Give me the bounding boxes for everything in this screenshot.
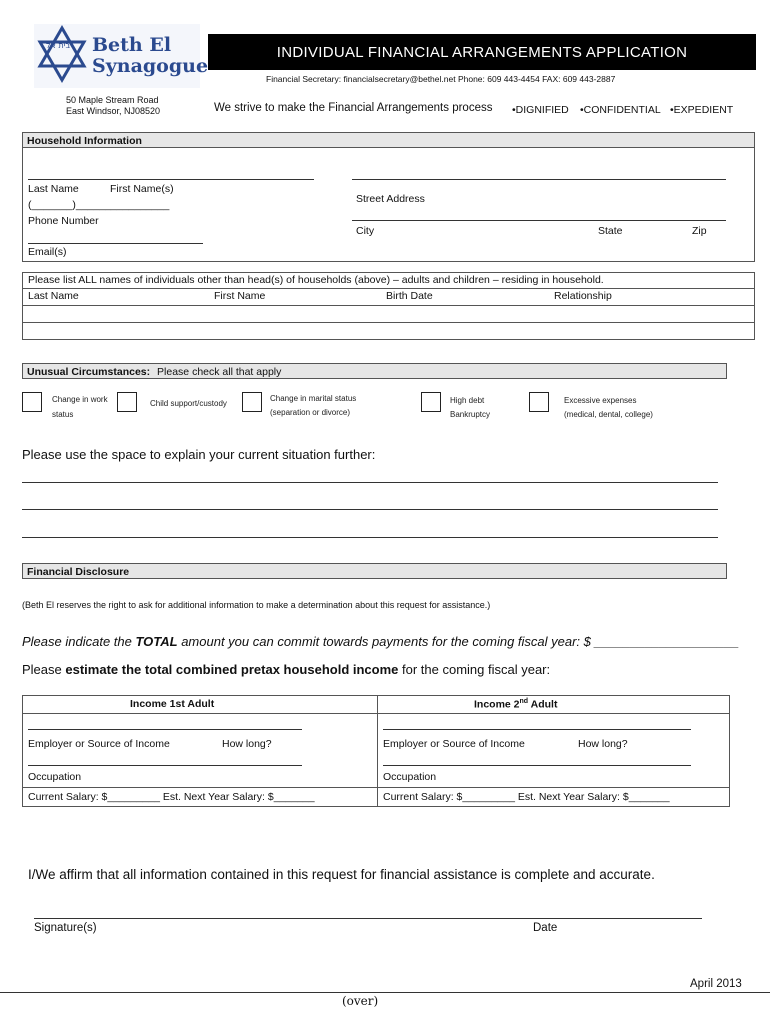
income-post: for the coming fiscal year: [398,662,551,677]
phone-label: Phone Number [28,215,99,227]
name-line[interactable] [28,179,314,180]
explain-line[interactable] [22,509,718,510]
option-debt-line1: High debt [450,396,485,405]
adult1-occupation-line[interactable] [28,765,302,766]
option-work-line2: status [52,410,74,419]
checkbox-excessive-expenses[interactable] [529,392,549,412]
adult2-employer-line[interactable] [383,729,691,730]
page-divider [0,992,770,993]
last-name-label: Last Name [28,183,79,195]
circumstances-heading [22,363,727,379]
checkbox-high-debt[interactable] [421,392,441,412]
city-label: City [356,225,375,237]
salary-row-divider [22,787,730,788]
street-label: Street Address [356,193,425,205]
commit-bold: TOTAL [135,634,178,649]
col-birth-date: Birth Date [386,290,433,302]
contact-info: Financial Secretary: financialsecretary@bethel.net Phone: 609 443-4454 FAX: 609 443-2887 [266,74,616,84]
option-debt-line2: Bankruptcy [450,410,491,419]
checkbox-marital-status[interactable] [242,392,262,412]
table-divider [22,288,755,289]
adult1-how-long-label: How long? [222,738,272,750]
adult2-occupation-label: Occupation [383,771,437,783]
tagline: We strive to make the Financial Arrangements process [214,102,493,114]
disclosure-note: (Beth El reserves the right to ask for additional information to make a determination about this request for assistance.) [22,600,491,610]
bullet-expedient: •EXPEDIENT [670,104,734,116]
adult1-salary[interactable]: Current Salary: $_________ Est. Next Year Salary: $_______ [28,791,315,803]
option-expenses-line2: (medical, dental, college) [564,410,653,419]
income-pre: Please [22,662,66,677]
form-title: INDIVIDUAL FINANCIAL ARRANGEMENTS APPLICATION [208,34,756,70]
table-row[interactable] [22,322,755,323]
adult2-sup: nd [519,698,529,705]
bullet-dignified: •DIGNIFIED [512,104,569,116]
signature-label: Signature(s) [34,922,97,934]
address-line2: East Windsor, NJ08520 [66,106,161,116]
option-marital-line2: (separation or divorce) [270,408,351,417]
revision-date: April 2013 [690,978,742,990]
explain-line[interactable] [22,482,718,483]
adult1-occupation-label: Occupation [28,771,82,783]
residents-instruction: Please list ALL names of individuals other than head(s) of households (above) – adults and children – residing in household. [28,274,604,286]
signature-line[interactable] [34,918,702,919]
adult1-heading: Income 1st Adult [130,698,215,710]
adult2-how-long-label: How long? [578,738,628,750]
col-first-name: First Name [214,290,266,302]
address-line1: 50 Maple Stream Road [66,95,159,105]
commit-post[interactable]: amount you can commit towards payments for the coming fiscal year: $ ____________________ [177,634,740,649]
checkbox-child-support[interactable] [117,392,137,412]
adult1-employer-line[interactable] [28,729,302,730]
option-work-line1: Change in work [52,395,108,404]
date-label: Date [533,922,558,934]
logo-hebrew: בית אל [46,41,71,50]
checkbox-work-status[interactable] [22,392,42,412]
commit-pre: Please indicate the [22,634,136,649]
state-label: State [598,225,623,237]
email-line[interactable] [28,243,203,244]
explain-line[interactable] [22,537,718,538]
adult2-salary[interactable]: Current Salary: $_________ Est. Next Year Salary: $_______ [383,791,670,803]
income-question [22,662,550,677]
bullet-confidential: •CONFIDENTIAL [580,104,661,116]
logo-text-line1: Beth El [92,34,172,56]
email-label: Email(s) [28,246,67,258]
street-line[interactable] [352,179,726,180]
first-name-label: First Name(s) [110,183,174,195]
affirmation: I/We affirm that all information contained in this request for financial assistance is complete and accurate. [28,867,655,882]
option-child-support: Child support/custody [150,399,227,408]
income-header-divider [22,713,730,714]
over-label: (over) [342,994,379,1008]
table-row[interactable] [22,305,755,306]
option-marital-line1: Change in marital status [270,394,357,403]
phone-blank[interactable]: (_______)________________ [28,199,170,211]
explain-prompt: Please use the space to explain your current situation further: [22,447,376,462]
circumstances-title: Unusual Circumstances: [27,366,151,378]
adult2-heading [474,698,557,711]
circumstances-note: Please check all that apply [157,366,282,378]
income-bold: estimate the total combined pretax household income [65,662,399,677]
col-last-name: Last Name [28,290,79,302]
adult2-pre: Income 2 [474,698,520,711]
logo-text-line2: Synagogue [92,55,209,77]
col-relationship: Relationship [554,290,612,302]
adult1-employer-label: Employer or Source of Income [28,738,170,750]
zip-label: Zip [692,225,707,237]
adult2-occupation-line[interactable] [383,765,691,766]
adult2-post: Adult [528,698,558,711]
commit-question [22,634,739,649]
adult2-employer-label: Employer or Source of Income [383,738,525,750]
income-table-divider [377,695,378,807]
option-expenses-line1: Excessive expenses [564,396,637,405]
disclosure-heading: Financial Disclosure [22,563,727,579]
city-line[interactable] [352,220,726,221]
household-heading: Household Information [22,132,755,148]
